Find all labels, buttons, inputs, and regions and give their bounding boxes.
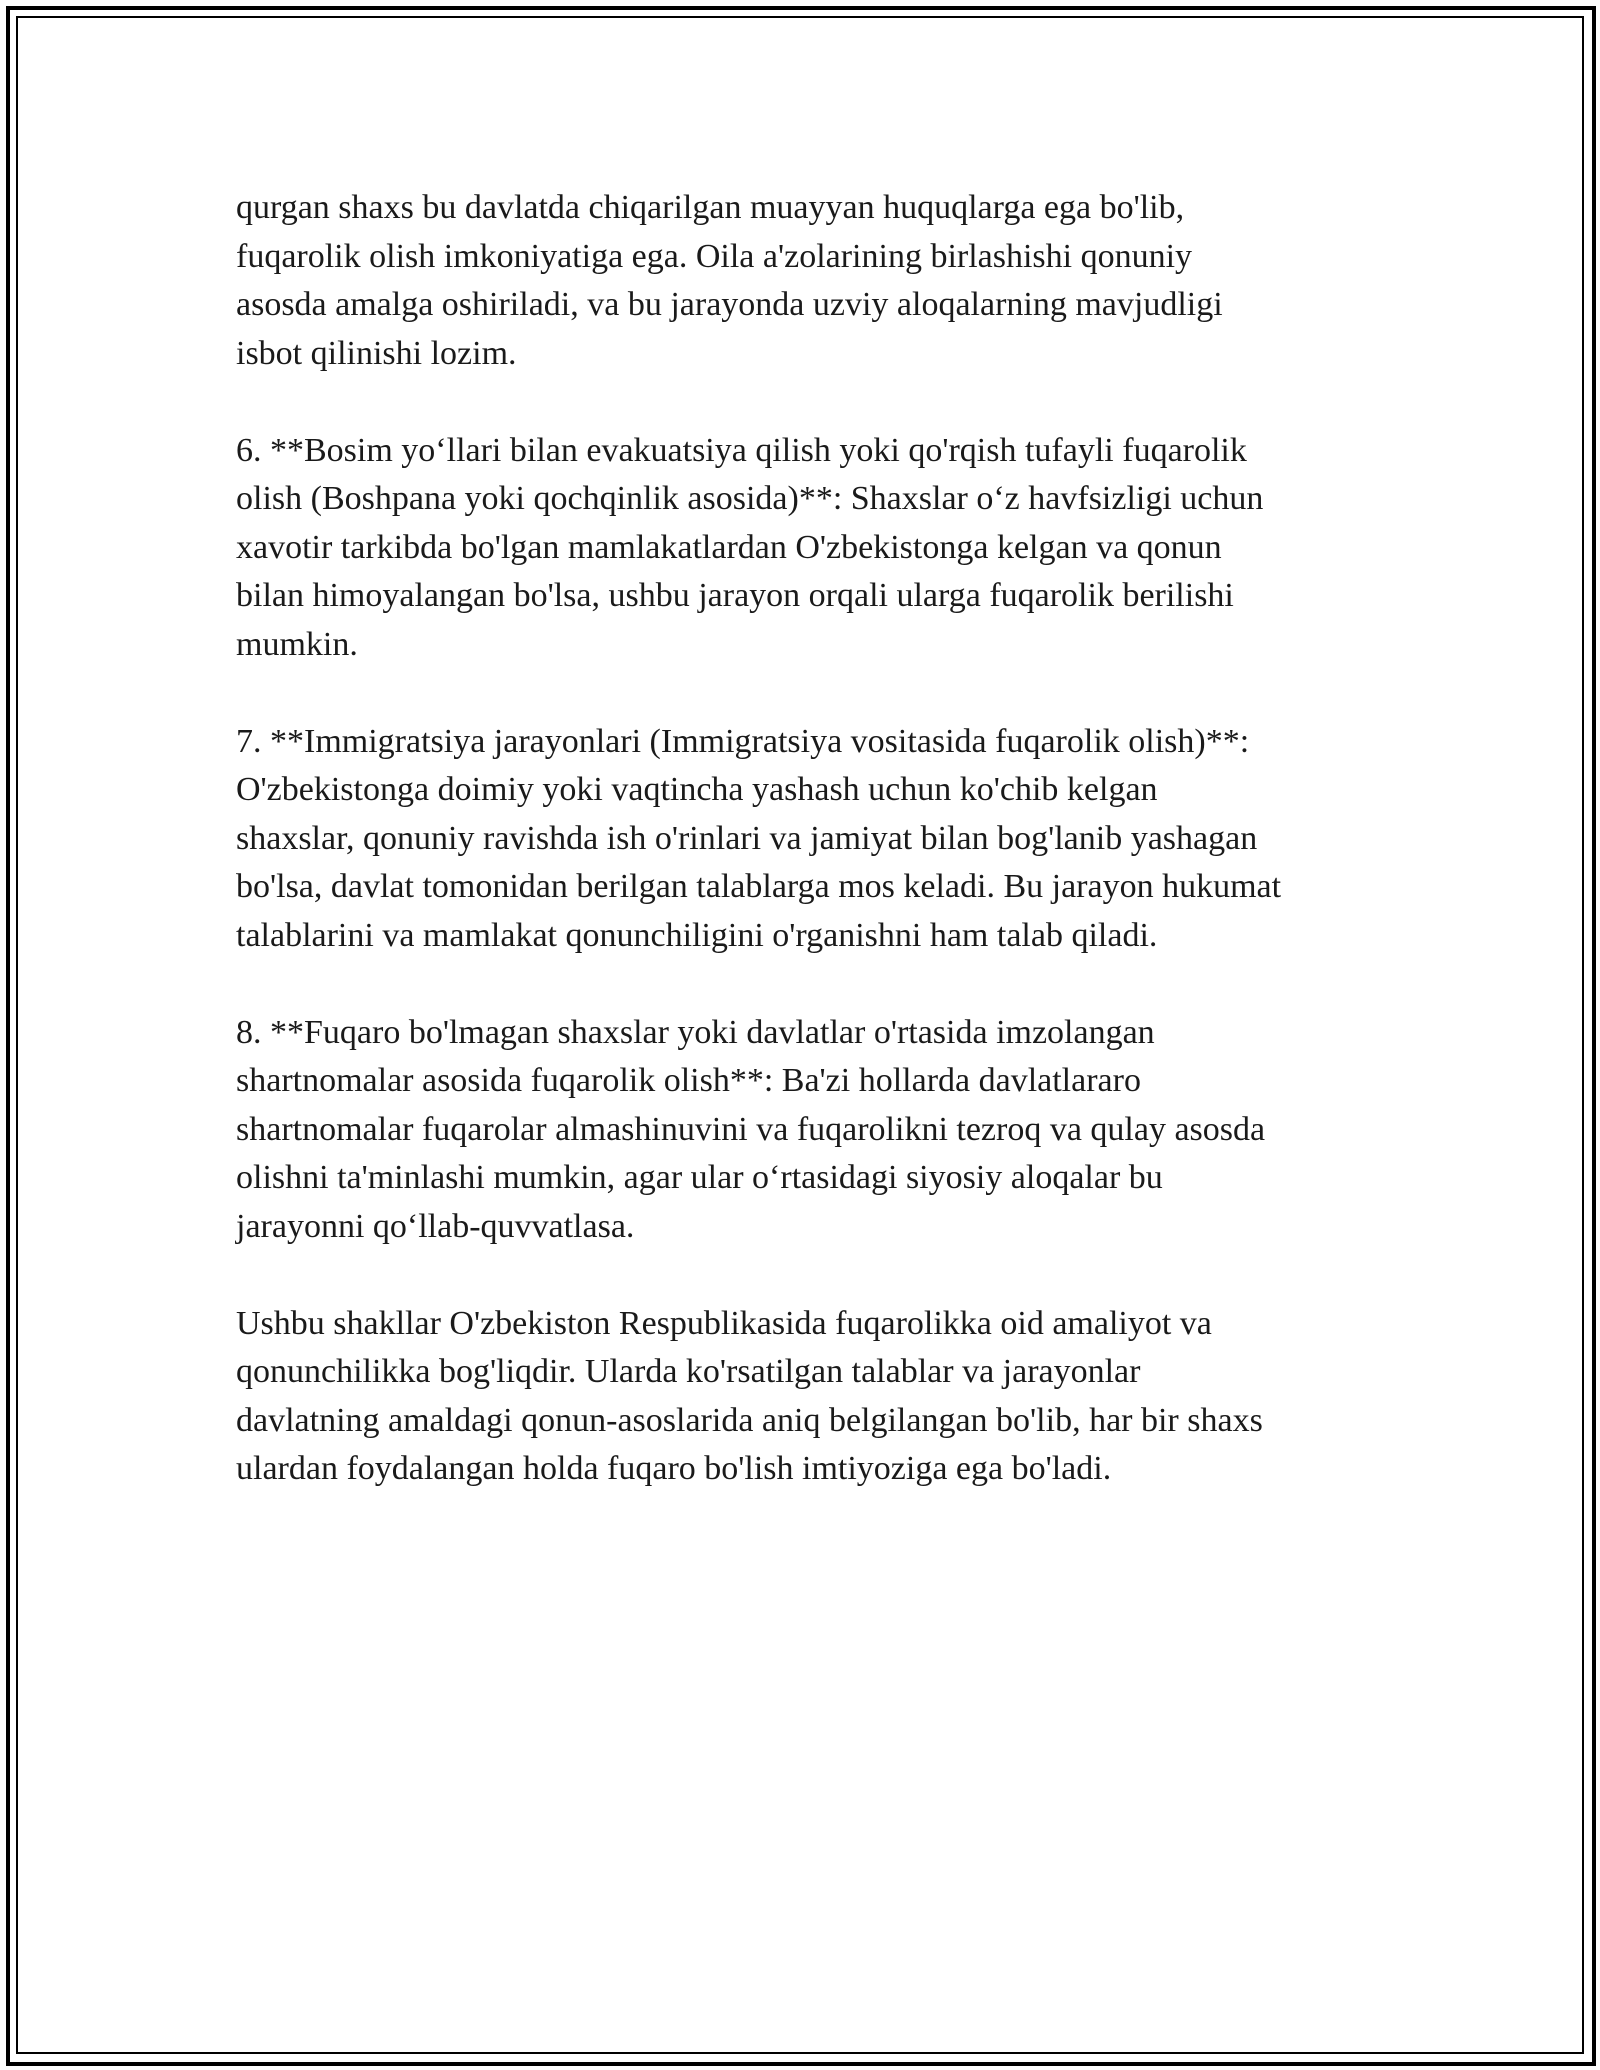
document-body: [236, 184, 1386, 1542]
paragraph-conclusion: Ushbu shakllar O'zbekiston Respublikasida fuqarolikka oid amaliyot va qonunchilikka bog'liqdir. Ularda ko'rsatilgan talablar va jarayonlar davlatning amaldagi qonun-asoslarida aniq belgilangan bo'lib, har bir shaxs ulardan foydalangan holda fuqaro bo'lish imtiyoziga ega bo'ladi.: [236, 1304, 1263, 1487]
paragraph-item-8: 8. **Fuqaro bo'lmagan shaxslar yoki davlatlar o'rtasida imzolangan shartnomalar asosida fuqarolik olish**: Ba'zi hollarda davlatlararo shartnomalar fuqarolar almashinuvini va fuqarolikni tezroq va qulay asosda olishni ta'minlashi mumkin, agar ular o‘rtasidagi siyosiy aloqalar bu jarayonni qo‘llab-quvvatlasa.: [236, 1013, 1266, 1245]
paragraph-item-7: 7. **Immigratsiya jarayonlari (Immigratsiya vositasida fuqarolik olish)**: O'zbekistonga doimiy yoki vaqtincha yashash uchun ko'chib kelgan shaxslar, qonuniy ravishda ish o'rinlari va jamiyat bilan bog'lanib yashagan bo'lsa, davlat tomonidan berilgan talablarga mos keladi. Bu jarayon hukumat talablarini va mamlakat qonunchiligini o'rganishni ham talab qiladi.: [236, 722, 1282, 954]
paragraph-continuation: qurgan shaxs bu davlatda chiqarilgan muayyan huquqlarga ega bo'lib, fuqarolik olish imkoniyatiga ega. Oila a'zolarining birlashishi qonuniy asosda amalga oshiriladi, va bu jarayonda uzviy aloqalarning mavjudligi isbot qilinishi lozim.: [236, 189, 1223, 372]
paragraph-item-6: 6. **Bosim yo‘llari bilan evakuatsiya qilish yoki qo'rqish tufayli fuqarolik olish (Boshpana yoki qochqinlik asosida)**: Shaxslar o‘z havfsizligi uchun xavotir tarkibda bo'lgan mamlakatlardan O'zbekistonga kelgan va qonun bilan himoyalangan bo'lsa, ushbu jarayon orqali ularga fuqarolik berilishi mumkin.: [236, 431, 1264, 663]
